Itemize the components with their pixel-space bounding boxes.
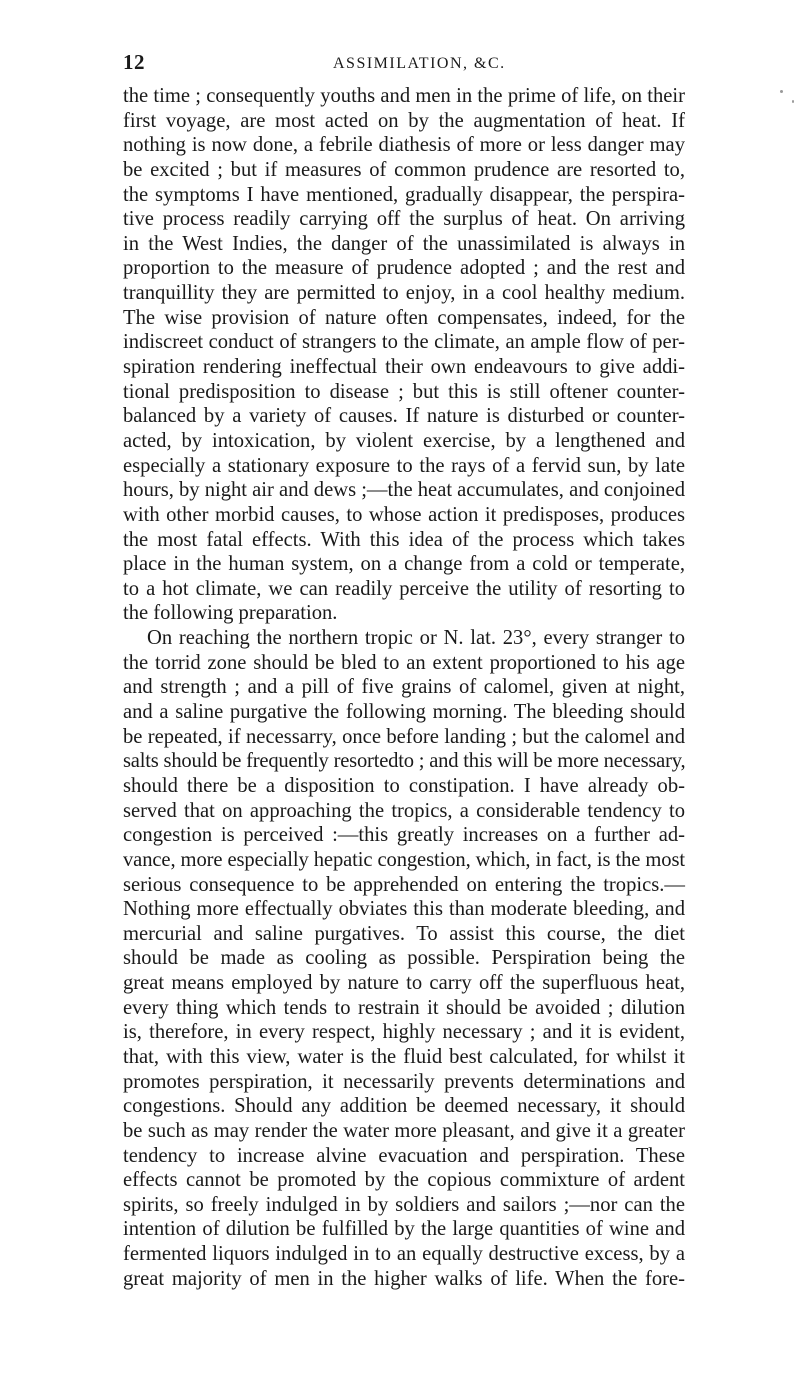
text-line: proportion to the measure of prudence adopted ; and the rest and <box>123 257 685 280</box>
text-line: especially a stationary exposure to the rays of a fervid sun, by late <box>123 454 685 477</box>
print-speck <box>792 100 794 103</box>
text-line: hours, by night air and dews ;—the heat accumulates, and conjoined <box>123 479 685 502</box>
print-speck <box>780 90 783 93</box>
text-line: great majority of men in the higher walks of life. When the fore- <box>123 1267 685 1290</box>
text-line: in the West Indies, the danger of the unassimilated is always in <box>123 232 685 255</box>
text-line: is, therefore, in every respect, highly necessary ; and it is evident, <box>123 1021 685 1044</box>
text-line: be such as may render the water more pleasant, and give it a greater <box>123 1119 685 1142</box>
text-line: intention of dilution be fulfilled by the large quantities of wine and <box>123 1218 685 1241</box>
text-line: tional predisposition to disease ; but this is still oftener counter- <box>123 380 685 403</box>
text-line: first voyage, are most acted on by the augmentation of heat. If <box>123 109 685 132</box>
text-line: served that on approaching the tropics, a considerable tendency to <box>123 799 685 822</box>
text-line: acted, by intoxication, by violent exercise, by a lengthened and <box>123 429 685 452</box>
running-head <box>123 50 683 78</box>
text-line: effects cannot be promoted by the copious commixture of ardent <box>123 1169 685 1192</box>
text-line: the most fatal effects. With this idea of the process which takes <box>123 528 685 551</box>
text-line: spiration rendering ineffectual their own endeavours to give addi- <box>123 356 685 379</box>
text-line: place in the human system, on a change from a cold or temperate, <box>123 553 685 576</box>
text-line: the time ; consequently youths and men in the prime of life, on their <box>123 85 685 107</box>
text-line: fermented liquors indulged in to an equally destructive excess, by a <box>123 1243 685 1266</box>
text-line: salts should be frequently resortedto ; and this will be more necessary, <box>123 750 686 773</box>
text-line: and a saline purgative the following morning. The bleeding should <box>123 701 685 724</box>
running-title: ASSIMILATION, &C. <box>333 55 506 72</box>
text-line: serious consequence to be apprehended on entering the tropics.— <box>123 873 685 896</box>
text-line: the torrid zone should be bled to an extent proportioned to his age <box>123 651 685 674</box>
text-line: great means employed by nature to carry off the superfluous heat, <box>123 972 685 995</box>
page-number: 12 <box>123 50 145 74</box>
paragraph-first-line: On reaching the northern tropic or N. lat. 23°, every stranger to <box>147 627 685 650</box>
text-line: tranquillity they are permitted to enjoy, in a cool healthy medium. <box>123 282 685 305</box>
text-line: tive process readily carrying off the surplus of heat. On arriving <box>123 208 685 231</box>
text-line: and strength ; and a pill of five grains of calomel, given at night, <box>123 676 685 699</box>
text-line: with other morbid causes, to whose action it predisposes, produces <box>123 503 685 526</box>
text-line: should there be a disposition to constipation. I have already ob- <box>123 774 685 797</box>
body-text <box>123 84 685 1291</box>
text-line: should be made as cooling as possible. Perspiration being the <box>123 947 685 970</box>
text-line: that, with this view, water is the fluid best calculated, for whilst it <box>123 1045 685 1068</box>
text-line: spirits, so freely indulged in by soldiers and sailors ;—nor can the <box>123 1193 685 1216</box>
text-line: vance, more especially hepatic congestion, which, in fact, is the most <box>123 848 685 871</box>
text-line: the following preparation. <box>123 602 338 625</box>
text-line: nothing is now done, a febrile diathesis of more or less danger may <box>123 134 685 157</box>
text-line: the symptoms I have mentioned, gradually disappear, the perspira- <box>123 183 685 206</box>
text-line: every thing which tends to restrain it should be avoided ; dilution <box>123 996 685 1019</box>
text-line: tendency to increase alvine evacuation and perspiration. These <box>123 1144 685 1167</box>
text-line: be repeated, if necessarry, once before landing ; but the calomel and <box>123 725 685 748</box>
text-line: promotes perspiration, it necessarily prevents determinations and <box>123 1070 685 1093</box>
text-line: The wise provision of nature often compensates, indeed, for the <box>123 306 685 329</box>
text-line: be excited ; but if measures of common prudence are resorted to, <box>123 158 685 181</box>
text-line: congestion is perceived :—this greatly increases on a further ad- <box>123 824 685 847</box>
text-line: congestions. Should any addition be deemed necessary, it should <box>123 1095 685 1118</box>
text-line: balanced by a variety of causes. If nature is disturbed or counter- <box>123 405 685 428</box>
text-line: indiscreet conduct of strangers to the climate, an ample flow of per- <box>123 331 685 354</box>
text-line: to a hot climate, we can readily perceive the utility of resorting to <box>123 577 685 600</box>
text-line: mercurial and saline purgatives. To assist this course, the diet <box>123 922 685 945</box>
text-line: Nothing more effectually obviates this than moderate bleeding, and <box>123 898 685 921</box>
